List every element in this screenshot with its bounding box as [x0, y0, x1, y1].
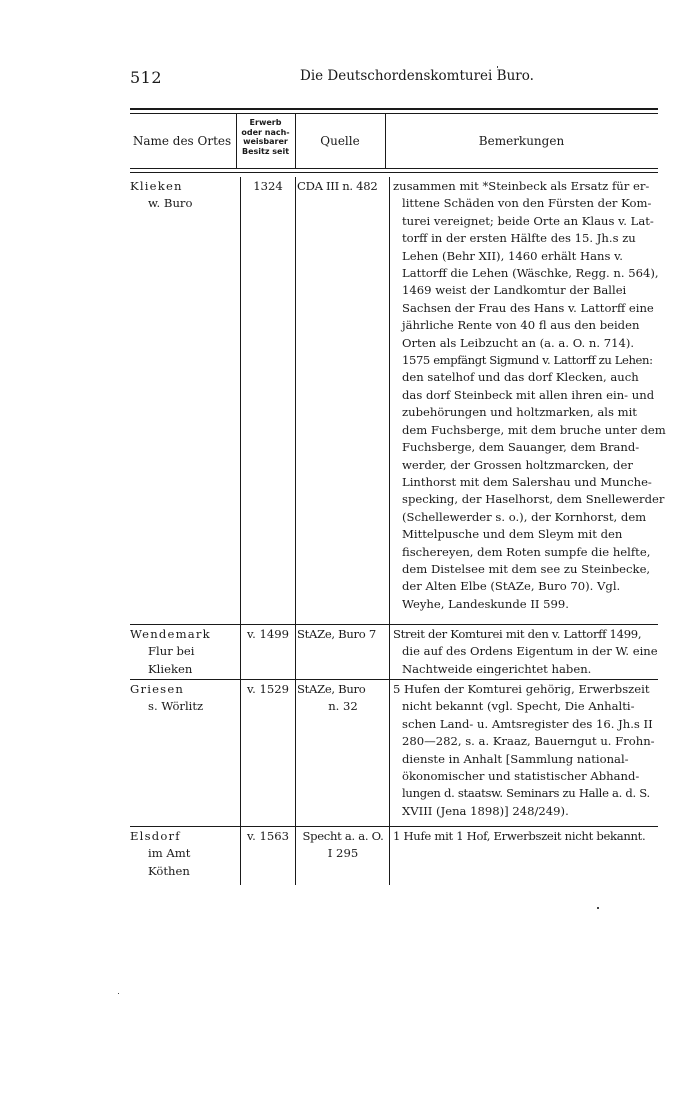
row1-remark-line: (Schellewerder s. o.), der Kornhorst, dem [402, 509, 647, 524]
row1-place [130, 178, 238, 213]
row1-remark-line: torff in der ersten Hälfte des 15. Jh.s zu [402, 231, 636, 246]
row4-remark-line: 1 Hufe mit 1 Hof, Erwerbszeit nicht bekannt. [393, 829, 646, 843]
header-acquisition [236, 118, 295, 156]
row2-source-line1: StAZe, Buro 7 [297, 627, 376, 641]
row3-remark-line: 5 Hufen der Komturei gehörig, Erwerbszeit [393, 682, 650, 696]
row2-remarks [393, 626, 665, 678]
row3-remark-line: XVIII (Jena 1898)] 248/249). [402, 803, 569, 818]
row3-remark-line: dienste in Anhalt [Sammlung national- [402, 751, 629, 766]
row1-remark-line: specking, der Haselhorst, dem Snellewerder [402, 492, 665, 507]
row1-remark-line: Mittelpusche und dem Sleym mit den [402, 527, 623, 542]
running-title: Die Deutschordenskomturei Buro. [300, 68, 534, 84]
header-acquisition-line3: weisbarer [243, 137, 288, 146]
row1-remarks [393, 178, 665, 613]
row1-place-name: Klieken [130, 179, 183, 193]
row4-remarks [393, 828, 665, 845]
row2-date: v. 1499 [246, 627, 290, 641]
row3-remark-line: schen Land- u. Amtsregister des 16. Jh.s II [402, 716, 653, 731]
row3-date: v. 1529 [246, 682, 290, 696]
row1-remark-line: zusammen mit *Steinbeck als Ersatz für er- [393, 179, 650, 193]
row2-remark-line: die auf des Ordens Eigentum in der W. eine [402, 644, 658, 659]
header-acquisition-line2: oder nach- [241, 127, 290, 137]
scan-speck [497, 66, 498, 68]
row-separator-3 [130, 826, 658, 827]
row1-remark-line: zubehörungen und holtzmarken, als mit [402, 405, 637, 420]
header-name: Name des Ortes [132, 134, 232, 148]
row1-remark-line: 1469 weist der Landkomtur der Ballei [402, 283, 627, 298]
table-top-rule-thin [130, 113, 658, 114]
row2-remark-line: Nachtweide eingerichtet haben. [402, 661, 592, 676]
row1-remark-line: fischereyen, dem Roten sumpfe die helfte, [402, 544, 651, 559]
scan-speck [597, 907, 599, 909]
row3-source-line1: StAZe, Buro [297, 682, 366, 696]
scan-speck [118, 993, 119, 994]
row1-remark-line: dem Fuchsberge, mit dem bruche unter dem [402, 422, 666, 437]
row1-remark-line: dem Distelsee mit dem see zu Steinbecke, [402, 561, 651, 576]
header-remarks: Bemerkungen [478, 134, 565, 148]
row4-source-line2: I 295 [327, 846, 359, 861]
row3-source [297, 681, 389, 716]
header-source: Quelle [320, 134, 360, 148]
row4-place [130, 828, 238, 880]
row1-remark-line: Lehen (Behr XII), 1460 erhält Hans v. [402, 248, 623, 263]
row4-source [297, 828, 389, 863]
row1-remark-line: Fuchsberge, dem Sauanger, dem Brand- [402, 440, 640, 455]
row1-remark-line: Orten als Leibzucht an (a. a. O. n. 714). [402, 335, 635, 350]
header-acquisition-line4: Besitz seit [241, 146, 290, 156]
row3-source-line2: n. 32 [328, 699, 358, 714]
row1-source [297, 178, 389, 195]
row3-place [130, 681, 238, 716]
row4-date: v. 1563 [246, 829, 290, 843]
row3-remarks [393, 681, 665, 820]
row4-source-line1: Specht a. a. O. [302, 829, 384, 843]
row1-remark-line: Weyhe, Landeskunde II 599. [402, 596, 569, 611]
body-col-divider-2 [295, 177, 296, 885]
body-col-divider-1 [240, 177, 241, 885]
row4-place-sub1: im Amt [148, 846, 191, 861]
row1-source-line1: CDA III n. 482 [297, 179, 378, 193]
row3-place-name: Griesen [130, 682, 185, 696]
row1-remark-line: littene Schäden von den Fürsten der Kom- [402, 196, 652, 211]
row1-remark-line: jährliche Rente von 40 fl aus den beiden [402, 318, 640, 333]
row3-remark-line: lungen d. staatsw. Seminars zu Halle a. d. S. [402, 786, 650, 801]
row3-remark-line: nicht bekannt (vgl. Specht, Die Anhalti- [402, 699, 635, 714]
row3-remark-line: ökonomischer und statistischer Abhand- [402, 769, 640, 784]
row1-remark-line: der Alten Elbe (StAZe, Buro 70). Vgl. [402, 579, 621, 594]
row2-place-sub2: Klieken [148, 661, 193, 676]
header-bottom-rule-2 [130, 172, 658, 173]
table-top-rule-thick [130, 108, 658, 110]
row2-place-name: Wendemark [130, 627, 211, 641]
row2-remark-line: Streit der Komturei mit den v. Lattorff 1499, [393, 627, 642, 641]
row1-place-sub1: w. Buro [148, 196, 193, 211]
header-bottom-rule [130, 168, 658, 169]
row-separator-2 [130, 679, 658, 680]
row1-remark-line: werder, der Grossen holtzmarcken, der [402, 457, 633, 472]
row-separator-1 [130, 624, 658, 625]
row1-date: 1324 [253, 179, 283, 193]
row3-place-sub1: s. Wörlitz [148, 699, 204, 714]
row1-remark-line: turei vereignet; beide Orte an Klaus v. Lat- [402, 213, 654, 228]
page-number: 512 [130, 68, 163, 87]
row1-remark-line: Linthorst mit dem Salershau und Munche- [402, 474, 652, 489]
row1-remark-line: den satelhof und das dorf Klecken, auch [402, 370, 639, 385]
row4-place-sub2: Köthen [148, 863, 190, 878]
row1-remark-line: Lattorff die Lehen (Wäschke, Regg. n. 564), [402, 266, 659, 281]
row2-source [297, 626, 389, 643]
row4-place-name: Elsdorf [130, 829, 181, 843]
row1-remark-line: Sachsen der Frau des Hans v. Lattorff eine [402, 300, 654, 315]
row1-remark-line: das dorf Steinbeck mit allen ihren ein- und [402, 387, 655, 402]
body-col-divider-3 [389, 177, 390, 885]
row1-remark-line: 1575 empfängt Sigmund v. Lattorff zu Lehen: [402, 353, 653, 368]
row2-place [130, 626, 238, 678]
row3-remark-line: 280—282, s. a. Kraaz, Bauerngut u. Frohn- [402, 734, 655, 749]
header-acquisition-line1: Erwerb [249, 118, 282, 127]
row2-place-sub1: Flur bei [148, 644, 195, 659]
